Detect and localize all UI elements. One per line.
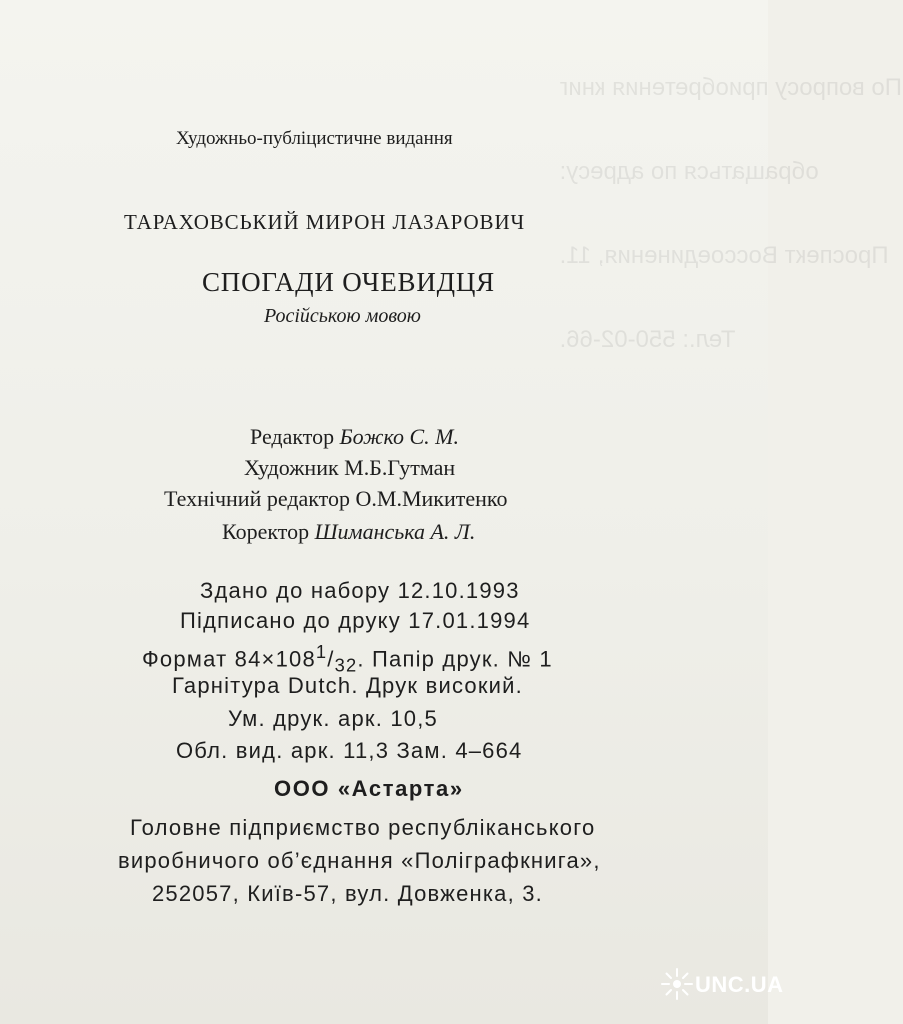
- book-title: СПОГАДИ ОЧЕВИДЦЯ: [202, 267, 495, 297]
- typeface-line: Гарнітура Dutch. Друк високий.: [172, 673, 523, 698]
- format-suffix: . Папір друк. № 1: [357, 646, 553, 672]
- format-slash: /: [327, 646, 335, 672]
- credit-role: Художник: [244, 455, 339, 480]
- submitted-date: Здано до набору 12.10.1993: [200, 578, 520, 603]
- genre-label: Художньо-публіцистичне видання: [176, 128, 453, 149]
- format-prefix: Формат 84×108: [142, 646, 316, 672]
- credit-technical-editor: [164, 486, 508, 512]
- credit-proofreader: [222, 519, 475, 545]
- credit-name: О.М.Микитенко: [355, 486, 508, 511]
- credit-name: Шиманська А. Л.: [314, 519, 476, 544]
- credit-role: Коректор: [222, 519, 310, 544]
- credit-role: Технічний редактор: [164, 486, 351, 511]
- show-through-text: [560, 18, 903, 410]
- signed-date: Підписано до друку 17.01.1994: [180, 608, 531, 633]
- credit-role: Редактор: [250, 424, 335, 449]
- credit-name: Божко С. М.: [339, 424, 459, 449]
- address-line-2: виробничого об’єднання «Поліграфкнига»,: [118, 848, 601, 873]
- show-through-line-3: Проспект Воссоединения, 11.: [560, 242, 890, 269]
- credit-name: М.Б.Гутман: [344, 455, 456, 480]
- show-through-line-1: По вопросу приобретения книг: [560, 74, 903, 101]
- format-numerator: 1: [315, 641, 328, 662]
- author-name: ТАРАХОВСЬКИЙ МИРОН ЛАЗАРОВИЧ: [124, 210, 526, 234]
- sunburst-icon: [660, 967, 694, 1001]
- conditional-sheets: Ум. друк. арк. 10,5: [228, 706, 438, 731]
- credit-artist: [244, 455, 455, 481]
- publisher-name: ООО «Астарта»: [274, 776, 464, 801]
- format-line: [142, 641, 553, 677]
- watermark-text: UNC.UA: [695, 972, 784, 997]
- show-through-line-4: Тел.: 550-02-66.: [560, 326, 736, 353]
- address-line-1: Головне підприємство республіканського: [130, 815, 596, 840]
- accounting-sheets: Обл. вид. арк. 11,3 Зам. 4–664: [176, 738, 523, 763]
- language-note: Російською мовою: [264, 305, 421, 327]
- watermark: [660, 964, 784, 1012]
- address-line-3: 252057, Київ-57, вул. Довженка, 3.: [152, 881, 543, 906]
- credit-editor: [250, 424, 459, 450]
- format-denominator: 32: [334, 654, 358, 676]
- show-through-line-2: обращаться по адресу:: [560, 158, 820, 185]
